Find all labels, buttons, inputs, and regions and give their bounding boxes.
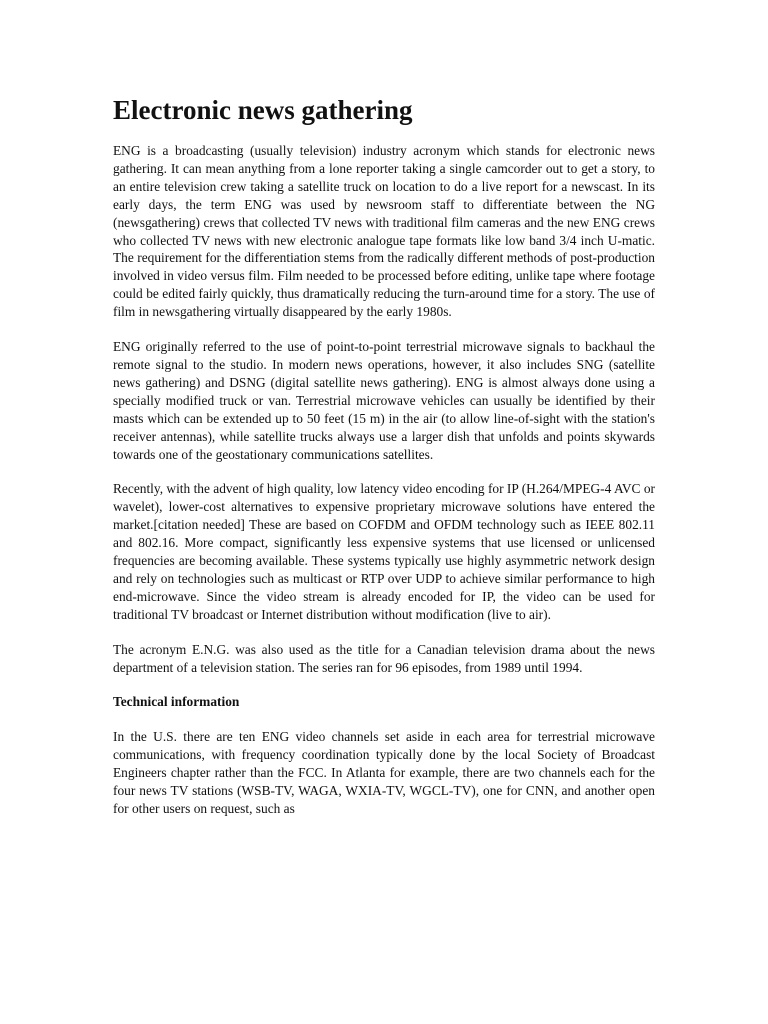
document-page — [113, 92, 655, 818]
paragraph-technical-information: In the U.S. there are ten ENG video channels set aside in each area for terrestrial microwave communications, with frequency coordination typically done by the local Society of Broadcast Engineers chapter rather than the FCC. In Atlanta for example, there are two channels each for the four news TV stations (WSB-TV, WAGA, WXIA-TV, WGCL-TV), one for CNN, and another open for other users on request, such as — [113, 729, 655, 816]
paragraph-eng-microwave: ENG originally referred to the use of point-to-point terrestrial microwave signals to backhaul the remote signal to the studio. In modern news operations, however, it also includes SNG (satellite news gathering) and DSNG (digital satellite news gathering). ENG is almost always done using a specially modified truck or van. Terrestrial microwave vehicles can usually be identified by their masts which can be extended up to 50 feet (15 m) in the air (to allow line-of-sight with the station's receiver antennas), while satellite trucks always use a larger dish that unfolds and points skywards towards one of the geostationary communications satellites. — [113, 339, 655, 462]
paragraph-eng-definition: ENG is a broadcasting (usually television) industry acronym which stands for electronic news gathering. It can mean anything from a lone reporter taking a single camcorder out to get a story, to an entire television crew taking a satellite truck on location to do a live report for a newscast. In its early days, the term ENG was used by newsroom staff to differentiate between the NG (newsgathering) crews that collected TV news with traditional film cameras and the new ENG crews who collected TV news with new electronic analogue tape formats like low band 3/4 inch U-matic. The requirement for the differentiation stems from the radically different methods of post-production involved in video versus film. Film needed to be processed before editing, unlike tape where footage could be edited fairly quickly, thus dramatically reducing the turn-around time for a story. The use of film in newsgathering virtually disappeared by the early 1980s. — [113, 143, 655, 320]
paragraph-tv-drama: The acronym E.N.G. was also used as the title for a Canadian television drama about the news department of a television station. The series ran for 96 episodes, from 1989 until 1994. — [113, 641, 655, 675]
paragraph-ip-encoding: Recently, with the advent of high quality, low latency video encoding for IP (H.264/MPEG-4 AVC or wavelet), lower-cost alternatives to expensive proprietary microwave solutions have entered the market.[citation needed] These are based on COFDM and OFDM technology such as IEEE 802.11 and 802.16. More compact, significantly less expensive systems that use licensed or unlicensed frequencies are becoming available. These systems typically use highly asymmetric network design and rely on technologies such as multicast or RTP over UDP to achieve similar performance to high end-microwave. Since the video stream is already encoded for IP, the video can be used for traditional TV broadcast or Internet distribution without modification (live to air). — [113, 481, 655, 622]
document-title: Electronic news gathering — [113, 95, 413, 125]
section-heading-technical-information: Technical information — [113, 694, 240, 710]
